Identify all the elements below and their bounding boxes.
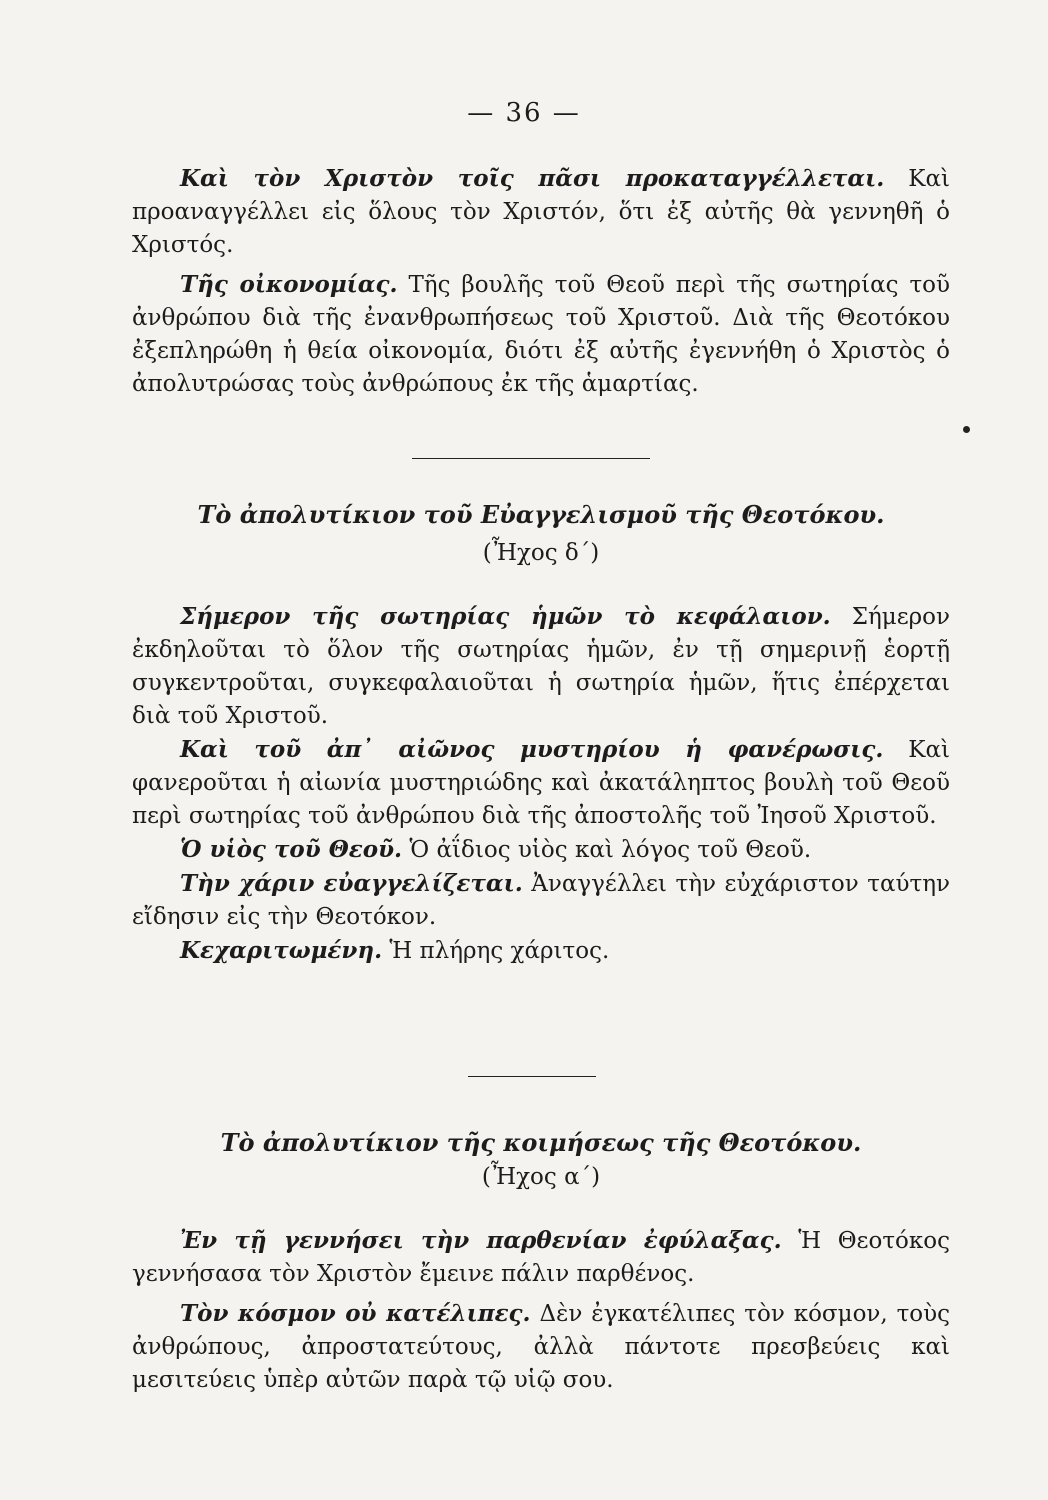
commentary-paragraph [132,268,950,401]
lemma-phrase: Σήμερον τῆς σωτηρίας ἡμῶν τὸ κεφάλαιον. [180,603,831,630]
tone-label: (Ἦχος α΄) [481,1164,601,1190]
section-divider [468,1076,596,1077]
explanation-text: Καὶ φανεροῦται ἡ αἰωνία μυστηριώδης καὶ ἀκατάληπτος βουλὴ τοῦ Θεοῦ περὶ σωτηρίας τοῦ ἀνθρώπου διὰ τῆς ἀποστολῆς τοῦ Ἰησοῦ Χριστοῦ. [132,737,951,829]
ink-speck [963,426,970,433]
commentary-paragraph [132,600,950,733]
lemma-phrase: Τὴν χάριν εὐαγγελίζεται. [180,870,523,897]
explanation-text: Ἡ πλήρης χάριτος. [389,938,610,964]
section-divider [412,458,650,459]
explanation-text: Σήμερον ἐκδηλοῦται τὸ ὅλον τῆς σωτηρίας ἡμῶν, ἐν τῇ σημερινῇ ἑορτῇ συγκεντροῦται, συγκεφαλαιοῦται ἡ σωτηρία ἡμῶν, ἥτις ἐπέρχεται διὰ τοῦ Χριστοῦ. [132,604,950,729]
tone-label: (Ἦχος δ΄) [482,540,600,566]
lemma-phrase: Τῆς οἰκονομίας. [180,271,398,298]
explanation-text: Ἡ Θεοτόκος γεννήσασα τὸν Χριστὸν ἔμεινε πάλιν παρθένος. [132,1228,950,1287]
explanation-text: Ἀναγγέλλει τὴν εὐχάριστον ταύτην εἴδησιν εἰς τὴν Θεοτόκον. [132,871,951,930]
lemma-phrase: Κεχαριτωμένη. [180,937,383,964]
commentary-paragraph [132,867,950,934]
page-number: — 36 — [467,98,581,128]
commentary-paragraph [132,733,950,833]
commentary-paragraph [132,833,950,867]
explanation-text: Καὶ προαναγγέλλει εἰς ὅλους τὸν Χριστόν, ὅτι ἐξ αὐτῆς θὰ γεννηθῆ ὁ Χριστός. [132,166,951,258]
explanation-text: Ὁ ἀΐδιος υἱὸς καὶ λόγος τοῦ Θεοῦ. [409,837,812,863]
commentary-section-2 [132,600,950,968]
commentary-paragraph [132,1297,950,1397]
lemma-phrase: Ὁ υἱὸς τοῦ Θεοῦ. [180,836,403,863]
section-title: Τὸ ἀπολυτίκιον τῆς κοιμήσεως τῆς Θεοτόκου. [220,1128,862,1157]
lemma-phrase: Τὸν κόσμον οὐ κατέλιπες. [180,1300,531,1327]
section-title: Τὸ ἀπολυτίκιον τοῦ Εὐαγγελισμοῦ τῆς Θεοτόκου. [197,500,885,529]
lemma-phrase: Καὶ τὸν Χριστὸν τοῖς πᾶσι προκαταγγέλλεται. [180,165,885,192]
explanation-text: Τῆς βουλῆς τοῦ Θεοῦ περὶ τῆς σωτηρίας τοῦ ἀνθρώπου διὰ τῆς ἐνανθρωπήσεως τοῦ Χριστοῦ. Διὰ τῆς Θεοτόκου ἐξεπληρώθη ἡ θεία οἰκονομία, διότι ἐξ αὐτῆς ἐγεννήθη ὁ Χριστὸς ὁ ἀπολυτρώσας τοὺς ἀνθρώπους ἐκ τῆς ἁμαρτίας. [132,272,951,397]
commentary-paragraph [132,1224,950,1291]
lemma-phrase: Καὶ τοῦ ἀπ᾽ αἰῶνος μυστηρίου ἡ φανέρωσις. [180,736,884,763]
commentary-paragraph [132,162,950,262]
commentary-section-1 [132,162,950,401]
commentary-section-3 [132,1224,950,1397]
lemma-phrase: Ἐν τῇ γεννήσει τὴν παρθενίαν ἐφύλαξας. [180,1227,782,1254]
commentary-paragraph [132,934,950,968]
explanation-text: Δὲν ἐγκατέλιπες τὸν κόσμον, τοὺς ἀνθρώπους, ἀπροστατεύτους, ἀλλὰ πάντοτε πρεσβεύεις καὶ μεσιτεύεις ὑπὲρ αὐτῶν παρὰ τῷ υἱῷ σου. [132,1301,951,1393]
